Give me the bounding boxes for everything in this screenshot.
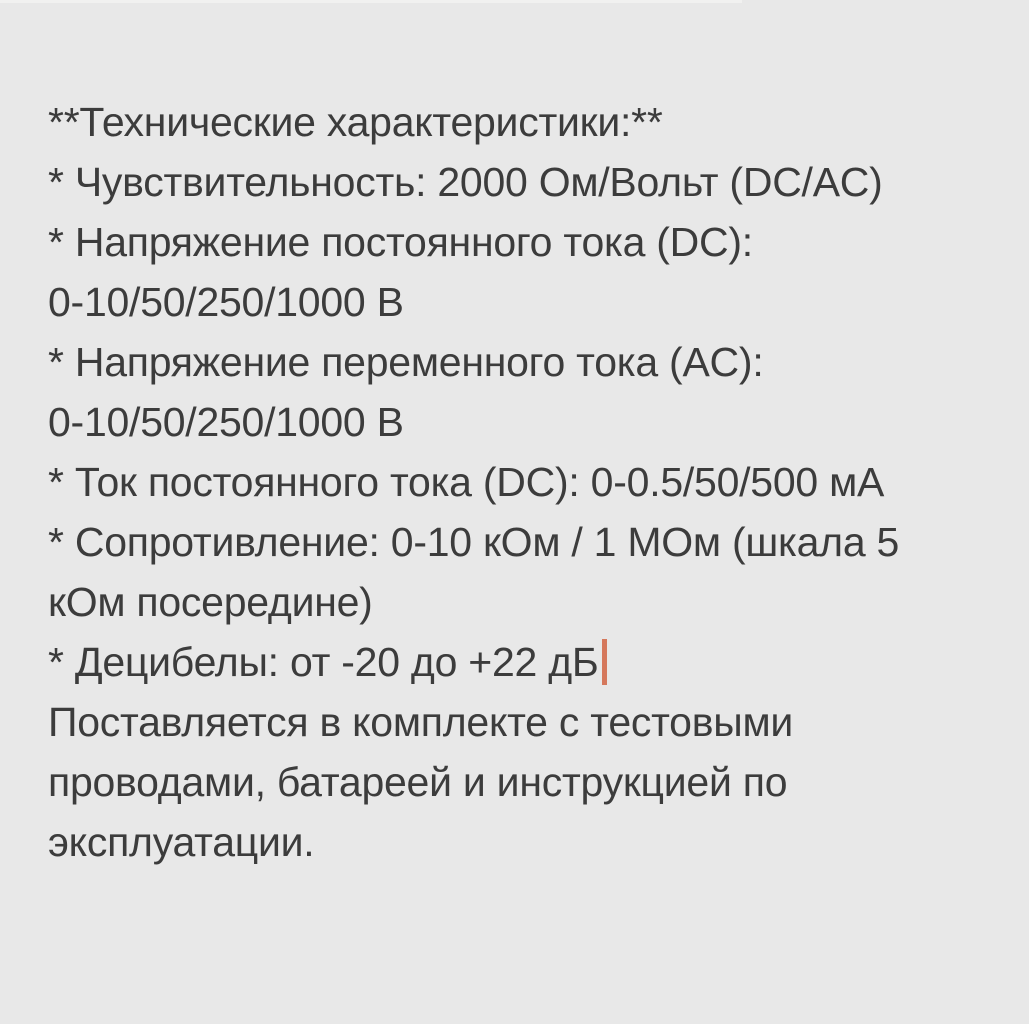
text-line-content: Поставляется в комплекте с тестовыми [48,699,794,745]
text-line [48,632,1009,692]
text-line [48,812,1009,872]
text-line [48,92,1009,152]
text-line-content: **Технические характеристики:** [48,99,663,145]
text-line-content: * Напряжение постоянного тока (DC): [48,219,753,265]
text-line [48,572,1009,632]
text-line [48,332,1009,392]
text-line [48,512,1009,572]
text-line [48,272,1009,332]
text-cursor [602,639,607,685]
text-line-content: * Чувствительность: 2000 Ом/Вольт (DC/AC) [48,159,883,205]
text-line [48,392,1009,452]
text-line-content: эксплуатации. [48,819,315,865]
description-text-area[interactable] [48,92,1009,872]
text-line [48,212,1009,272]
text-line [48,452,1009,512]
text-line-content: * Напряжение переменного тока (AC): [48,339,764,385]
text-line-content: 0-10/50/250/1000 В [48,399,404,445]
text-line-content: * Ток постоянного тока (DC): 0-0.5/50/500 мА [48,459,885,505]
text-line-content: * Сопротивление: 0-10 кОм / 1 МОм (шкала 5 [48,519,900,565]
text-line [48,692,1009,752]
text-line [48,752,1009,812]
text-line-content: проводами, батареей и инструкцией по [48,759,788,805]
text-line-content: 0-10/50/250/1000 В [48,279,404,325]
top-edge-highlight [0,0,742,3]
text-line-content: * Децибелы: от -20 до +22 дБ [48,639,599,685]
text-line [48,152,1009,212]
text-line-content: кОм посередине) [48,579,373,625]
